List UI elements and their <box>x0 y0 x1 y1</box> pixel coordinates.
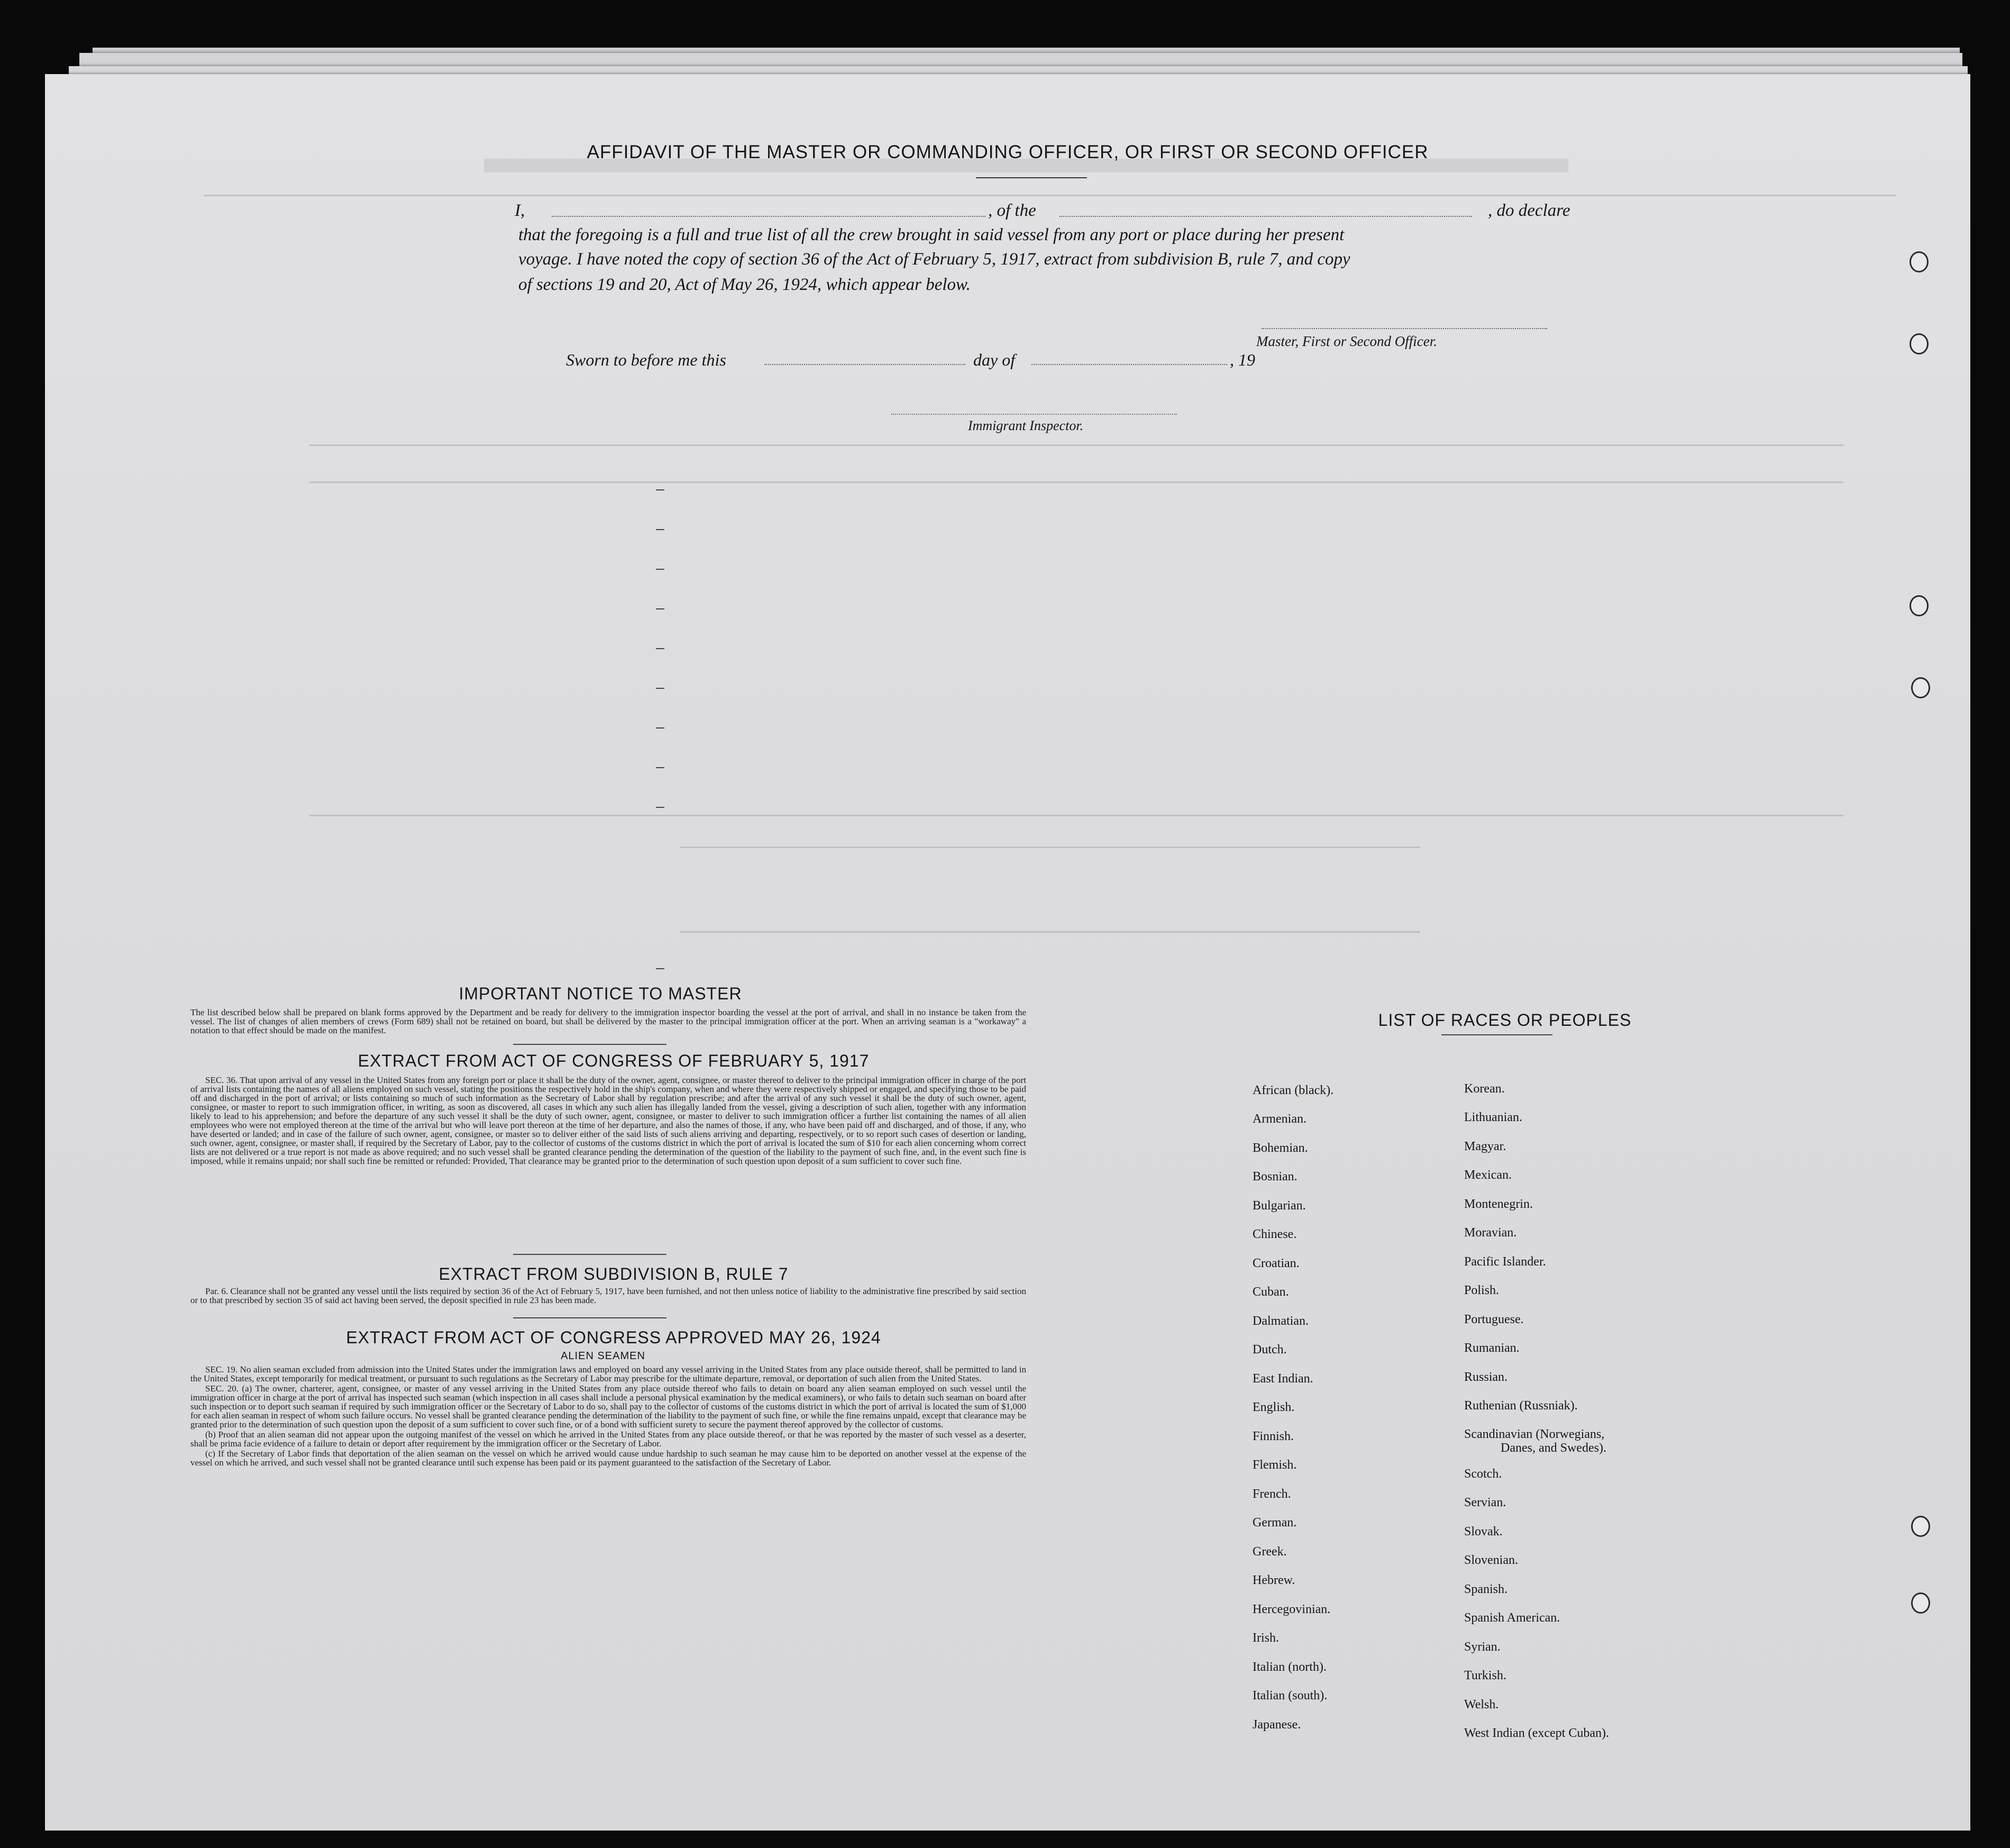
race-item: Russian. <box>1464 1370 1508 1384</box>
race-item: French. <box>1253 1487 1291 1501</box>
document-page <box>45 74 1970 1831</box>
race-item: Slovenian. <box>1464 1553 1518 1567</box>
name-blank <box>552 216 985 217</box>
race-item: Moravian. <box>1464 1226 1517 1240</box>
punch-hole <box>1910 595 1929 616</box>
race-item: Ruthenian (Russniak). <box>1464 1399 1578 1413</box>
inspector-label: Immigrant Inspector. <box>968 418 1084 433</box>
extract-1924-heading: EXTRACT FROM ACT OF CONGRESS APPROVED MAY 26, 1924 <box>346 1328 881 1347</box>
race-item: Greek. <box>1253 1545 1287 1559</box>
punch-hole <box>1910 251 1929 272</box>
race-item: African (black). <box>1253 1084 1334 1097</box>
alien-seamen-subheading: ALIEN SEAMEN <box>561 1350 645 1362</box>
sworn-row <box>566 350 1359 371</box>
affidavit-line-1 <box>515 201 1610 222</box>
races-heading: LIST OF RACES OR PEOPLES <box>1378 1011 1632 1030</box>
race-item: Servian. <box>1464 1496 1506 1509</box>
rule7-paragraph: Par. 6. Clearance shall not be granted any vessel until the lists required by section 36 of the Act of February 5, 1917, have been furnished, and not then unless notice of liability to the administrative fine prescribed by said section or to that prescribed by section 35 of said act having been served, the deposit specified in rule 23 has been made. <box>190 1286 1026 1305</box>
affidavit-line-4: of sections 19 and 20, Act of May 26, 1924, which appear below. <box>518 275 971 294</box>
section-divider <box>513 1044 666 1045</box>
race-item: Magyar. <box>1464 1140 1506 1153</box>
race-item: Dalmatian. <box>1253 1314 1309 1328</box>
race-item: Rumanian. <box>1464 1341 1520 1355</box>
race-item: Hercegovinian. <box>1253 1603 1331 1616</box>
punch-hole <box>1911 677 1930 698</box>
sworn-prefix: Sworn to before me this <box>566 350 726 369</box>
race-item: Syrian. <box>1464 1640 1501 1654</box>
race-item: Chinese. <box>1253 1227 1297 1241</box>
race-item: Portuguese. <box>1464 1313 1524 1326</box>
race-item: Japanese. <box>1253 1718 1301 1732</box>
race-item: Polish. <box>1464 1283 1500 1297</box>
race-item: Danes, and Swedes). <box>1501 1441 1606 1455</box>
master-label: Master, First or Second Officer. <box>1256 333 1437 349</box>
inspector-signature-line <box>891 414 1177 415</box>
races-rule <box>1441 1034 1552 1035</box>
rule7-text <box>190 1287 1026 1306</box>
sec20a-paragraph: SEC. 20. (a) The owner, charterer, agent, consignee, or master of any vessel arriving in the United States from any place outside thereof who fails to detain on board any alien seaman employed on such vessel until the immigration officer in charge at the port of arrival has inspected such seaman (which inspection in all cases shall include a personal physical examination by the medical examiners), or who fails to detain such seaman on board after such inspection or to deport such seaman if required by such immigration officer or the Secretary of Labor to do so, shall pay to the collector of customs of the customs district in which the port of arrival is located the sum of $1,000 for each alien seaman in respect of whom such failure occurs. No vessel shall be granted clearance pending the determination of the liability to the payment of such fine, or while the fine remains unpaid, except that clearance may be granted prior to the determination of such question upon the deposit of a sum sufficient to cover such fine, or of a bond with sufficient surety to secure the payment thereof approved by the collector of customs. <box>190 1383 1026 1430</box>
race-item: Italian (south). <box>1253 1689 1328 1703</box>
section-divider <box>513 1254 666 1255</box>
affidavit-of-the: , of the <box>988 201 1036 220</box>
vessel-blank <box>1059 216 1472 217</box>
race-item: Montenegrin. <box>1464 1197 1533 1211</box>
race-item: Irish. <box>1253 1631 1279 1645</box>
race-item: Italian (north). <box>1253 1660 1327 1674</box>
race-item: Bulgarian. <box>1253 1199 1306 1213</box>
punch-hole <box>1911 1516 1930 1537</box>
notice-text: The list described below shall be prepared on blank forms approved by the Department and be ready for delivery to the immigration inspector boarding the vessel at the port of arrival, and shall in no instance be taken from the vessel. The list of changes of alien members of crews (Form 689) shall not be retained on board, but shall be delivered by the master to the principal immigration officer at the port. When an arriving seaman is a "workaway" a notation to that effect should be made on the manifest. <box>190 1007 1026 1035</box>
section-divider <box>513 1317 666 1318</box>
extract-1917-heading: EXTRACT FROM ACT OF CONGRESS OF FEBRUARY 5, 1917 <box>358 1051 870 1070</box>
punch-hole <box>1911 1592 1930 1614</box>
title-rule <box>976 177 1087 178</box>
race-item: Scotch. <box>1464 1467 1502 1481</box>
sec20c-paragraph: (c) If the Secretary of Labor finds that deportation of the alien seaman on the vessel on which he arrived would cause undue hardship to such seaman he may cause him to be deported on another vessel at the expense of the vessel on which he arrived, and such vessel shall not be granted clearance until such expense has been paid or its payment guaranteed to the satisfaction of the Secretary of Labor. <box>190 1449 1026 1468</box>
race-item: German. <box>1253 1516 1297 1530</box>
extract-1924-text <box>190 1365 1026 1468</box>
race-item: Slovak. <box>1464 1525 1503 1539</box>
sec20b-paragraph: (b) Proof that an alien seaman did not appear upon the outgoing manifest of the vessel on which he arrived in the United States from any place outside thereof, or that he was reported by the master of such vessel as a deserter, shall be prima facie evidence of a failure to detain or deport after requirement by the immigration officer or the Secretary of Labor. <box>190 1430 1026 1449</box>
sec36-paragraph: SEC. 36. That upon arrival of any vessel in the United States from any foreign port or place it shall be the duty of the owner, agent, consignee, or master thereof to deliver to the principal immigration officer in charge of the port of arrival lists containing the names of all aliens employed on such vessel, stating the positions the respectively hold in the ship's company, when and where they were respectively shipped or engaged, and specifying those to be paid off and discharged in the port of arrival; or lists containing so much of such information as the Secretary of Labor shall by regulation prescribe; and after the arrival of any such vessel it shall be the duty of such owner, agent, consignee, or master to report to such immigration officer, in writing, as soon as discovered, all cases in which any such alien has illegally landed from the vessel, giving a description of such alien, together with any information likely to lead to his apprehension; and before the departure of any such vessel it shall be the duty of such owner, agent, consignee, or master to deliver to such immigration officer a further list containing the names of all alien employees who were not employed thereon at the time of the arrival but who will leave port thereon at the time of her departure, and also the names of those, if any, who have been paid off and discharged, and of those, if any, who have deserted or landed; and in case of the failure of such owner, agent, consignee, or master so to deliver either of the said lists of such aliens arriving and departing, respectively, or to so report such cases of desertion or landing, such owner, agent, consignee, or master shall, if required by the Secretary of Labor, pay to the collector of customs of the customs district in which the port of arrival is located the sum of $10 for each alien concerning whom correct lists are not delivered or a true report is not made as above required; and no such vessel shall be granted clearance pending the determination of the question of the liability to the payment of such fine, and, in the event such fine is imposed, while it remains unpaid; nor shall such fine be remitted or refunded: Provided, That clearance may be granted prior to the determination of such question upon deposit of a sum sufficient to cover such fine. <box>190 1075 1026 1166</box>
affidavit-line-2: that the foregoing is a full and true list of all the crew brought in said vessel from any port or place during her present <box>518 225 1345 244</box>
sworn-day-of: day of <box>973 350 1016 369</box>
race-item: Bohemian. <box>1253 1141 1308 1155</box>
affidavit-declare: , do declare <box>1488 201 1570 220</box>
race-item: Finnish. <box>1253 1430 1294 1443</box>
race-item: Scandinavian (Norwegians, <box>1464 1427 1605 1441</box>
race-item: Armenian. <box>1253 1112 1306 1126</box>
race-item: Mexican. <box>1464 1168 1512 1182</box>
sworn-year: , 19 <box>1230 350 1255 369</box>
sworn-month-blank <box>1031 364 1227 365</box>
affidavit-i: I, <box>515 201 525 220</box>
punch-hole <box>1910 333 1929 354</box>
race-item: Hebrew. <box>1253 1573 1295 1587</box>
race-item: Turkish. <box>1464 1669 1506 1682</box>
sworn-day-blank <box>764 364 965 365</box>
sec19-paragraph: SEC. 19. No alien seaman excluded from admission into the United States under the immigration laws and employed on board any vessel arriving in the United States from any place outside thereof, shall be permitted to land in the United States, except temporarily for medical treatment, or pursuant to such regulations as the Secretary of Labor may prescribe for the ultimate departure, removal, or deportation of such alien from the United States. <box>190 1364 1026 1383</box>
master-signature-line <box>1262 328 1547 329</box>
race-item: Lithuanian. <box>1464 1110 1522 1124</box>
race-item: Cuban. <box>1253 1285 1289 1299</box>
race-item: Flemish. <box>1253 1458 1297 1472</box>
extract-1917-text <box>190 1076 1026 1167</box>
race-item: Croatian. <box>1253 1257 1300 1270</box>
race-item: Pacific Islander. <box>1464 1255 1546 1269</box>
race-item: West Indian (except Cuban). <box>1464 1726 1609 1740</box>
affidavit-title: AFFIDAVIT OF THE MASTER OR COMMANDING OFFICER, OR FIRST OR SECOND OFFICER <box>587 142 1429 162</box>
race-item: Welsh. <box>1464 1698 1499 1712</box>
race-item: Korean. <box>1464 1082 1505 1096</box>
race-item: English. <box>1253 1400 1295 1414</box>
race-item: East Indian. <box>1253 1372 1313 1386</box>
notice-heading: IMPORTANT NOTICE TO MASTER <box>459 984 742 1003</box>
rule7-heading: EXTRACT FROM SUBDIVISION B, RULE 7 <box>438 1264 789 1283</box>
affidavit-line-3: voyage. I have noted the copy of section 36 of the Act of February 5, 1917, extract from subdivision B, rule 7, and copy <box>518 250 1350 269</box>
race-item: Spanish. <box>1464 1582 1508 1596</box>
race-item: Spanish American. <box>1464 1611 1560 1625</box>
race-item: Bosnian. <box>1253 1170 1298 1184</box>
race-item: Dutch. <box>1253 1343 1287 1357</box>
